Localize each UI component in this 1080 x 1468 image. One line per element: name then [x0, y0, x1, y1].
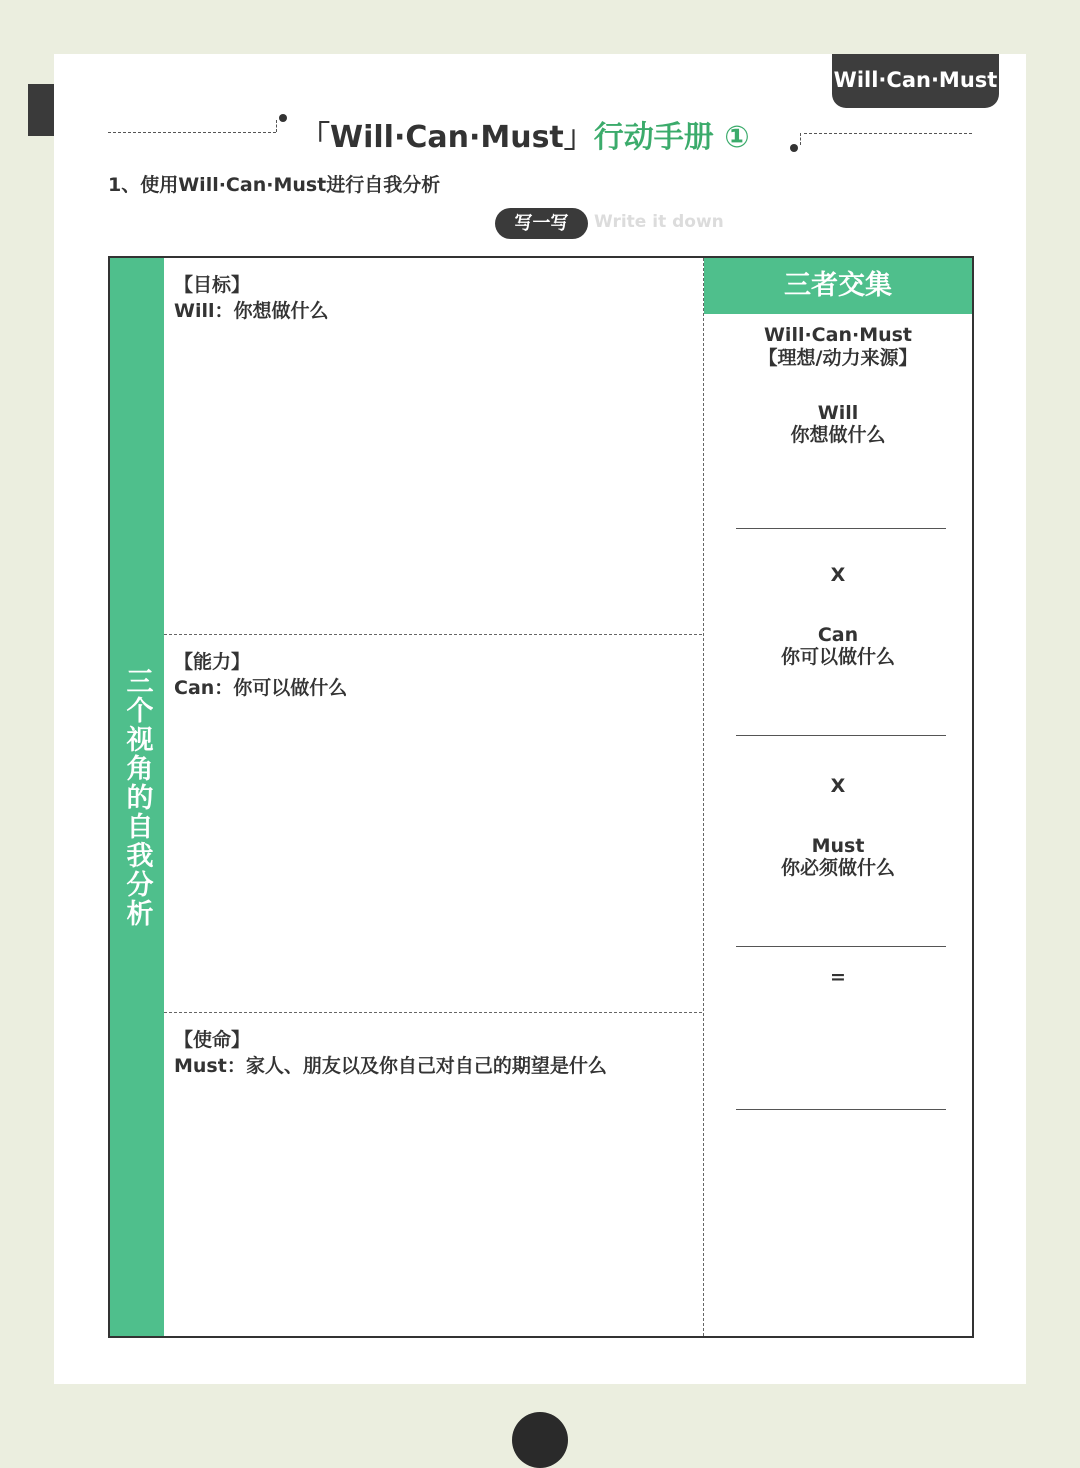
- footer-logo: [512, 1412, 568, 1468]
- intro-line1: Will·Can·Must: [763, 324, 913, 346]
- title-green: 行动手册 ①: [593, 120, 750, 155]
- result-answer-line[interactable]: [736, 1109, 946, 1110]
- write-pill: 写一写: [495, 208, 588, 239]
- write-pill-sub: Write it down: [594, 212, 724, 232]
- sidebar-band: [110, 258, 164, 1336]
- title-right-dot: [790, 144, 798, 152]
- title-left-dash: [108, 132, 276, 133]
- will-section[interactable]: [164, 258, 702, 634]
- must-section[interactable]: [164, 1013, 702, 1333]
- can-prompt: Can：你可以做什么: [174, 677, 348, 699]
- title-main: Will·Can·Must: [330, 120, 564, 155]
- must-tag: 【使命】: [174, 1029, 251, 1051]
- can-section[interactable]: [164, 635, 702, 1011]
- will-tag: 【目标】: [174, 274, 251, 296]
- title-left-dash-riser: [276, 120, 277, 132]
- can-cn-label: 你可以做什么: [780, 646, 895, 668]
- multiply-sign-1: X: [830, 564, 846, 586]
- title-right-dash-drop: [800, 133, 801, 145]
- page-tab-marker: [28, 84, 54, 136]
- sidebar-label: 三个视角的自我分析: [121, 666, 153, 928]
- must-answer-line[interactable]: [736, 946, 946, 947]
- must-prompt: Must：家人、朋友以及你自己对自己的期望是什么: [174, 1055, 607, 1077]
- will-prompt: Will：你想做什么: [174, 300, 329, 322]
- must-en-label: Must: [811, 835, 865, 857]
- can-answer-line[interactable]: [736, 735, 946, 736]
- equals-sign: =: [830, 966, 846, 988]
- section-subtitle: 1、使用Will·Can·Must进行自我分析: [108, 174, 441, 196]
- intersection-column: [704, 258, 972, 1336]
- title-left-dot: [279, 114, 287, 122]
- multiply-sign-2: X: [830, 775, 846, 797]
- analysis-grid: [108, 256, 974, 1338]
- intersection-header: 三者交集: [704, 258, 972, 314]
- title-right-dash: [804, 133, 972, 134]
- title-close-bracket: 」: [563, 120, 594, 155]
- will-cn-label: 你想做什么: [790, 424, 886, 446]
- must-cn-label: 你必须做什么: [780, 857, 895, 879]
- can-en-label: Can: [817, 624, 859, 646]
- corner-badge: Will·Can·Must: [832, 54, 999, 108]
- page-title: [300, 112, 750, 156]
- will-answer-line[interactable]: [736, 528, 946, 529]
- title-open-bracket: 「: [300, 120, 330, 155]
- will-en-label: Will: [817, 402, 859, 424]
- intro-line2: 【理想/动力来源】: [758, 347, 918, 369]
- can-tag: 【能力】: [174, 651, 251, 673]
